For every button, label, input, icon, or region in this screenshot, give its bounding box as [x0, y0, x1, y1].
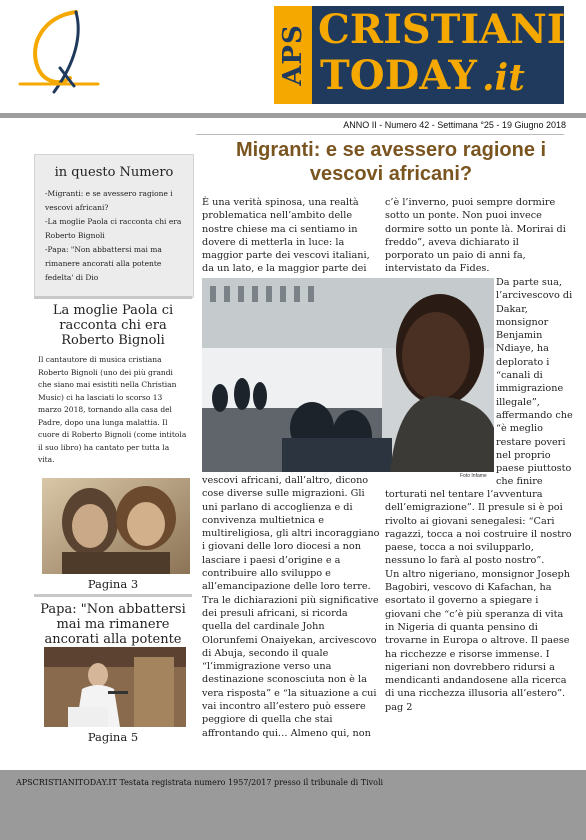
- issue-info: ANNO II - Numero 42 - Settimana °25 - 19 Giugno 2018: [343, 120, 566, 130]
- sidebar-story1-page[interactable]: Pagina 3: [87, 577, 139, 591]
- header-divider: [0, 113, 586, 118]
- toc-item[interactable]: -Migranti: e se avessero ragione i vescovi africani?: [45, 189, 173, 212]
- masthead-banner: [274, 6, 564, 104]
- toc-box: [34, 154, 194, 298]
- article-col2-bottom: torturati nel tentare l’avventura dell’emigrazione”. Il presule si è poi rivolto ai giovani senegalesi: “Cari ragazzi, tocca a noi costruire il nostro paese, tocca a noi svilupparlo, nessuno lo farà al posto nostro”. Un altro nigeriano, monsignor Joseph Bagobiri, vescovo di Kafachan, ha esortato il governo a spiegare i giovani che “c’è più speranza di vita in Nigeria di quanta pensino di trovarne in Europa o altrove. Il paese ha ricchezze e risorse immense. I nigeriani non dovrebbero ridursi a mendicanti andandosene alla ricerca di una ricchezza illusoria all’estero”. pag 2: [385, 489, 572, 713]
- photo-credit: Foto Infame: [460, 473, 487, 479]
- sidebar-story1-headline[interactable]: La moglie Paola ci racconta chi era Roberto Bignoli: [52, 303, 174, 348]
- footer-text: APSCRISTIANITODAY.IT Testata registrata numero 1957/2017 presso il tribunale di Tivoli: [16, 778, 384, 787]
- toc-list: [45, 187, 191, 285]
- sidebar-story1-text: Il cantautore di musica cristiana Roberto Bignoli (uno dei più grandi che siano mai esistiti nella Christian Music) ci ha lasciati lo scorso 13 marzo 2018, tornando alla casa del Padre, dopo una lunga malattia. Il cuore di Roberto Bignoli (come intitola il suo libro) ha cantato per tutta la vita.: [38, 355, 187, 464]
- article-col1-top: È una verità spinosa, una realtà problematica nell’ambito delle nostre chiese ma ci sentiamo in dovere di metterla in luce: la maggior parte dei vescovi italiani, da un lato, e la maggior parte dei: [202, 197, 370, 275]
- article-col2-top: c’è l’inverno, puoi sempre dormire sotto un ponte. Non puoi invece dormire sotto un ponte là. Morirai di freddo”, aveva dichiarato il porporato un paio di anni fa, intervistato da Fides.: [385, 197, 566, 275]
- sidebar-story2-page[interactable]: Pagina 5: [87, 730, 139, 744]
- fish-cross-logo-icon: [14, 6, 100, 106]
- masthead-line1: CRISTIANI: [318, 6, 566, 53]
- sidebar-story2-headline[interactable]: Papa: "Non abbattersi mai ma rimanere ancorati alla potente: [40, 602, 186, 647]
- footer: [0, 770, 586, 840]
- toc-title: in questo Numero: [54, 165, 174, 180]
- pope-photo: [44, 647, 186, 727]
- sidebar-divider: [34, 296, 192, 299]
- article-col2-right: Da parte sua, l’arcivescovo di Dakar, monsignor Benjamin Ndiaye, ha deplorato i “canali di immigrazione illegale”, affermando che “è meglio restare poveri nel proprio paese piuttosto che finire: [496, 277, 573, 488]
- header: [0, 0, 586, 113]
- article-col1-bottom: vescovi africani, dall’altro, dicono cose diverse sulle migrazioni. Gli uni parlano di accoglienza e di convivenza multietnica e multireligiosa, gli altri incoraggiano i giovani delle loro diocesi a non lasciare i paesi d’origine e a contribuire allo sviluppo e all’emancipazione delle loro terre. Tra le dichiarazioni più significative dei presuli africani, si ricorda quella del cardinale John Olorunfemi Onaiyekan, arcivescovo di Abuja, secondo il quale “l’immigrazione verso una destinazione sconosciuta non è la vera risposta” e “la situazione a cui vai incontro all’estero può essere peggiore di quella che stai affrontando qui… Almeno qui, non: [202, 475, 380, 739]
- aps-label: APS: [278, 24, 308, 86]
- bignoli-photo: [42, 478, 190, 574]
- aps-block: [274, 6, 312, 104]
- sidebar-divider: [34, 594, 192, 597]
- toc-item[interactable]: -La moglie Paola ci racconta chi era Roberto Bignoli: [45, 217, 182, 240]
- masthead-line2: TODAY: [320, 52, 477, 99]
- migrants-photo: [202, 278, 494, 472]
- toc-item[interactable]: -Papa: "Non abbattersi mai ma rimanere ancorati alla potente fedelta' di Dio: [45, 245, 162, 282]
- issue-divider: [196, 134, 564, 135]
- article-headline[interactable]: Migranti: e se avessero ragione i vescovi africani?: [235, 139, 547, 185]
- masthead-domain: .it: [482, 57, 525, 99]
